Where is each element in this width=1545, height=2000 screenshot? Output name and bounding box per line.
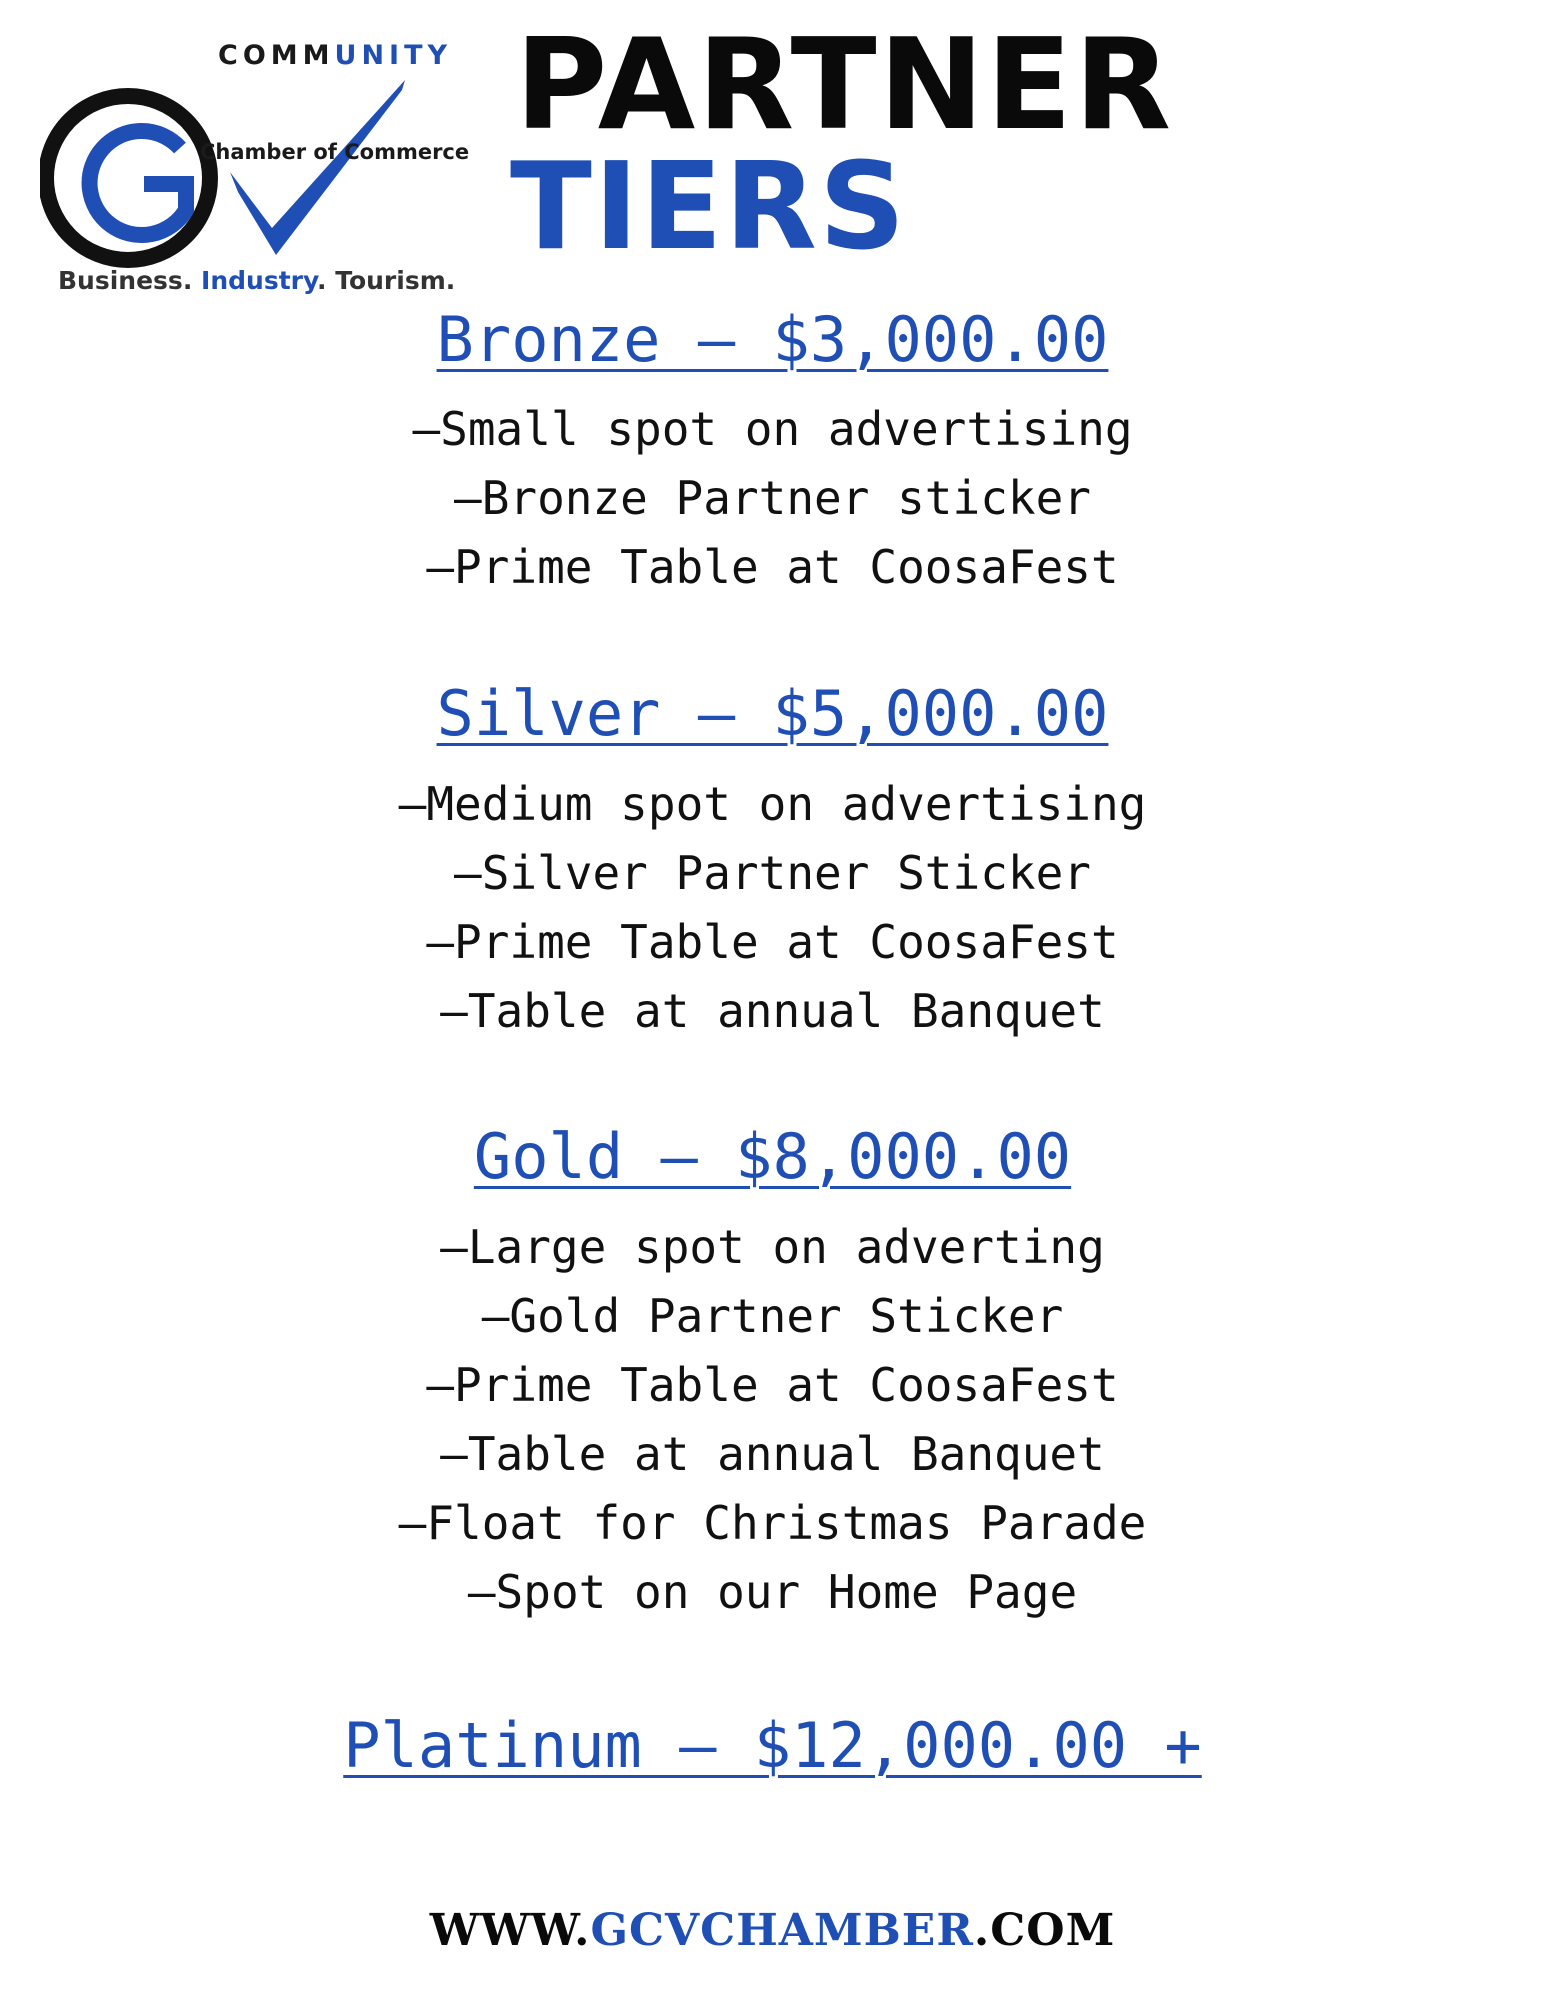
perk-item: —Medium spot on advertising xyxy=(398,777,1147,831)
perk-item: —Bronze Partner sticker xyxy=(454,471,1091,525)
perk-item: —Prime Table at CoosaFest xyxy=(426,915,1119,969)
perk-item: —Small spot on advertising xyxy=(412,402,1133,456)
perk-item: —Spot on our Home Page xyxy=(467,1565,1078,1619)
logo-gcv-icon xyxy=(40,60,460,270)
tier-heading-gold: Gold — $8,000.00 xyxy=(473,1120,1072,1193)
page-title-partner: PARTNER xyxy=(515,11,1174,158)
tier-heading-silver: Silver — $5,000.00 xyxy=(436,677,1109,750)
perk-item: —Large spot on adverting xyxy=(440,1220,1105,1274)
tier-perks-gold xyxy=(0,1213,1545,1627)
logo-chamber-text: Chamber of Commerce xyxy=(200,140,470,164)
page-title-tiers: TIERS xyxy=(510,138,908,277)
logo-community-text: COMMUNITY xyxy=(218,40,453,71)
perk-item: —Silver Partner Sticker xyxy=(454,846,1091,900)
perk-item: —Gold Partner Sticker xyxy=(481,1289,1064,1343)
chamber-logo xyxy=(40,36,470,306)
tier-perks-bronze xyxy=(0,395,1545,602)
tier-heading-platinum: Platinum — $12,000.00 + xyxy=(343,1709,1202,1782)
perk-item: —Prime Table at CoosaFest xyxy=(426,540,1119,594)
tier-heading-bronze: Bronze — $3,000.00 xyxy=(436,303,1109,376)
website-url: WWW.GCVCHAMBER.COM xyxy=(429,1905,1116,1956)
logo-tagline: Business. Industry. Tourism. xyxy=(58,266,456,295)
perk-item: —Table at annual Banquet xyxy=(440,984,1105,1038)
perk-item: —Table at annual Banquet xyxy=(440,1427,1105,1481)
perk-item: —Float for Christmas Parade xyxy=(398,1496,1147,1550)
perk-item: —Prime Table at CoosaFest xyxy=(426,1358,1119,1412)
tier-perks-silver xyxy=(0,770,1545,1046)
